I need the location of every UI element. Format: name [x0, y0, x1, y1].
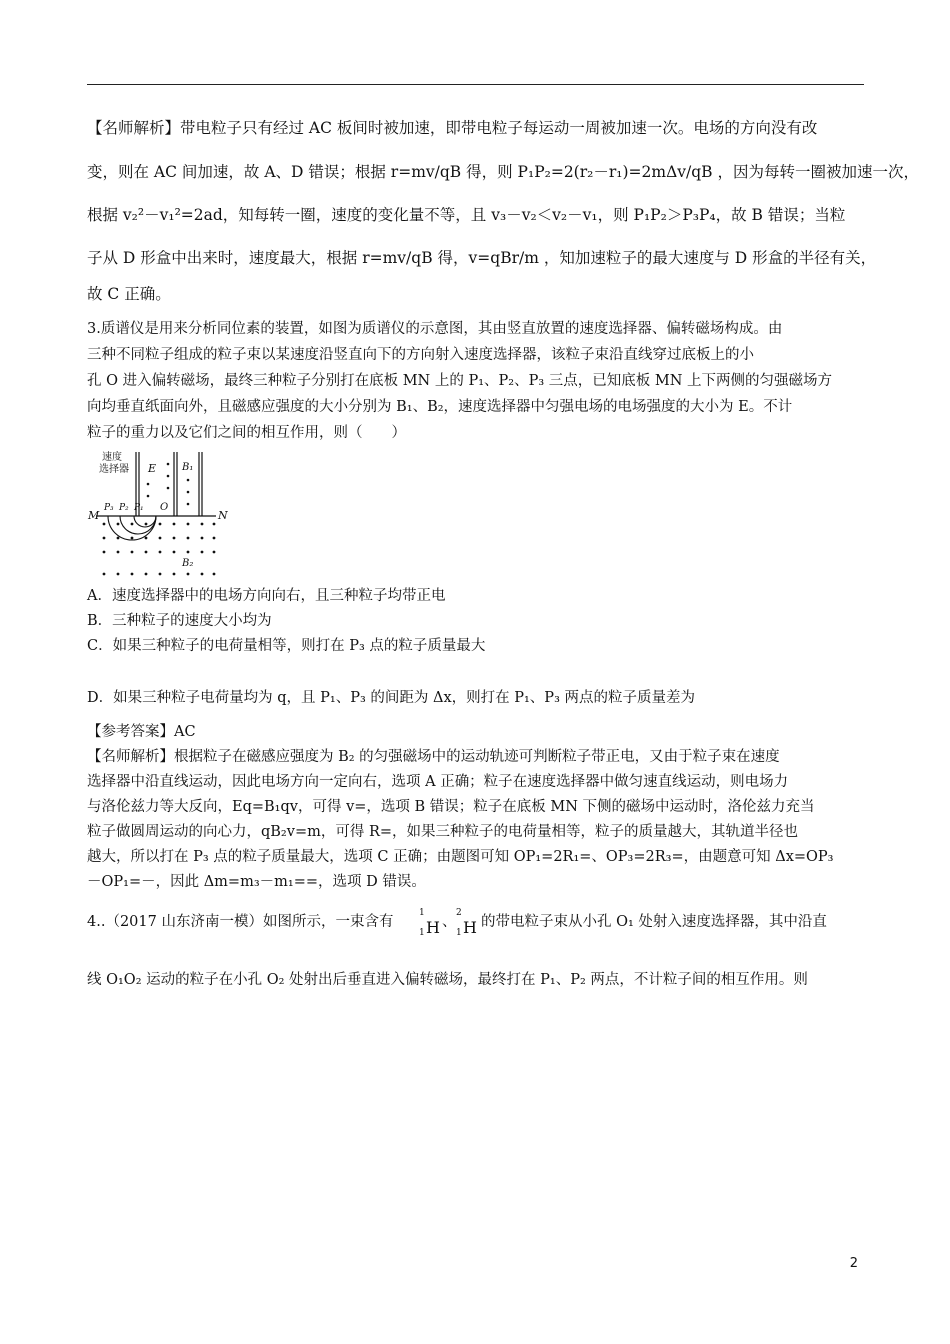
- option-c: C．如果三种粒子的电荷量相等，则打在 P₃ 点的粒子质量最大: [87, 638, 486, 654]
- analysis-top-line-1: 【名师解析】带电粒子只有经过 AC 板间时被加速，即带电粒子每运动一周被加速一次。电场的方向没有改: [87, 119, 818, 137]
- question-4-line-2: 线 O₁O₂ 运动的粒子在小孔 O₂ 处射出后垂直进入偏转磁场，最终打在 P₁、P₂ 两点，不计粒子间的相互作用。则: [87, 972, 808, 988]
- figure-label-selector-2: 选择器: [99, 464, 129, 475]
- isotope-separator: 、: [442, 914, 457, 930]
- analysis-q3-line-5: 越大，所以打在 P₃ 点的粒子质量最大，选项 C 正确；由题图可知 OP₁=2R₁=、OP₃=2R₃=，由题意可知 Δx=OP₃: [87, 849, 834, 865]
- question-3-line-3: 孔 O 进入偏转磁场，最终三种粒子分别打在底板 MN 上的 P₁、P₂、P₃ 三点，已知底板 MN 上下两侧的匀强磁场方: [87, 373, 833, 389]
- figure-label-p2: P₂: [119, 503, 129, 513]
- figure-label-o: O: [160, 502, 169, 513]
- figure-label-n: N: [218, 509, 228, 522]
- figure-label-selector-1: 速度: [102, 452, 122, 463]
- analysis-q3-line-6: －OP₁=－，因此 Δm=m₃－m₁==，选项 D 错误。: [87, 874, 426, 890]
- analysis-q3-line-3: 与洛伦兹力等大反向，Eq=B₁qv，可得 v=，选项 B 错误；粒子在底板 MN 下侧的磁场中运动时，洛伦兹力充当: [87, 799, 815, 815]
- figure-label-e: E: [148, 462, 157, 475]
- figure-label-b1: B₁: [182, 462, 194, 473]
- option-d: D．如果三种粒子电荷量均为 q，且 P₁、P₃ 的间距为 Δx，则打在 P₁、P₃ 两点的粒子质量差为: [87, 690, 695, 706]
- question-3-line-4: 向均垂直纸面向外，且磁感应强度的大小分别为 B₁、B₂，速度选择器中匀强电场的电场强度的大小为 E。不计: [87, 399, 793, 415]
- analysis-top-line-5: 故 C 正确。: [87, 285, 171, 303]
- analysis-q3-line-1: 【名师解析】根据粒子在磁感应强度为 B₂ 的匀强磁场中的运动轨迹可判断粒子带正电，又由于粒子束在速度: [87, 749, 780, 765]
- page-number: 2: [849, 1256, 858, 1271]
- header-rule: [87, 84, 864, 85]
- analysis-top-line-4: 子从 D 形盒中出来时，速度最大，根据 r=mv/qB 得，v=qBr/m ，知加速粒子的最大速度与 D 形盒的半径有关，: [87, 249, 877, 267]
- figure-label-b2: B₂: [182, 558, 194, 569]
- option-a: A．速度选择器中的电场方向向右，且三种粒子均带正电: [87, 588, 446, 604]
- figure-label-p1: P₁: [134, 503, 144, 513]
- question-3-line-1: 3.质谱仪是用来分析同位素的装置，如图为质谱仪的示意图，其由竖直放置的速度选择器、偏转磁场构成。由: [87, 321, 783, 337]
- reference-answer: 【参考答案】AC: [87, 724, 196, 740]
- question-3-line-2: 三种不同粒子组成的粒子束以某速度沿竖直向下的方向射入速度选择器，该粒子束沿直线穿过底板上的小: [87, 347, 754, 363]
- analysis-top-line-2: 变，则在 AC 间加速，故 A、D 错误；根据 r=mv/qB 得，则 P₁P₂=2(r₂－r₁)=2mΔv/qB ，因为每转一圈被加速一次，: [87, 163, 919, 181]
- question-3-line-5: 粒子的重力以及它们之间的相互作用，则（ ）: [87, 425, 406, 441]
- analysis-q3-line-4: 粒子做圆周运动的向心力，qB₂v=m，可得 R=，如果三种粒子的电荷量相等，粒子的质量越大，其轨道半径也: [87, 824, 799, 840]
- option-b: B．三种粒子的速度大小均为: [87, 613, 272, 629]
- analysis-q3-line-2: 选择器中沿直线运动，因此电场方向一定向右，选项 A 正确；粒子在速度选择器中做匀速直线运动，则电场力: [87, 774, 789, 790]
- analysis-top-line-3: 根据 v₂²－v₁²=2ad，知每转一圈，速度的变化量不等，且 v₃－v₂＜v₂－v₁，则 P₁P₂＞P₃P₄，故 B 错误；当粒: [87, 206, 846, 224]
- figure-label-m: M: [88, 509, 100, 522]
- mass-spectrometer-figure: [86, 450, 226, 580]
- question-4-line-1-start: 4..（2017 山东济南一模）如图所示，一束含有: [87, 914, 394, 930]
- figure-label-p3: P₃: [104, 503, 114, 513]
- question-4-line-1-end: 的带电粒子束从小孔 O₁ 处射入速度选择器，其中沿直: [481, 914, 827, 930]
